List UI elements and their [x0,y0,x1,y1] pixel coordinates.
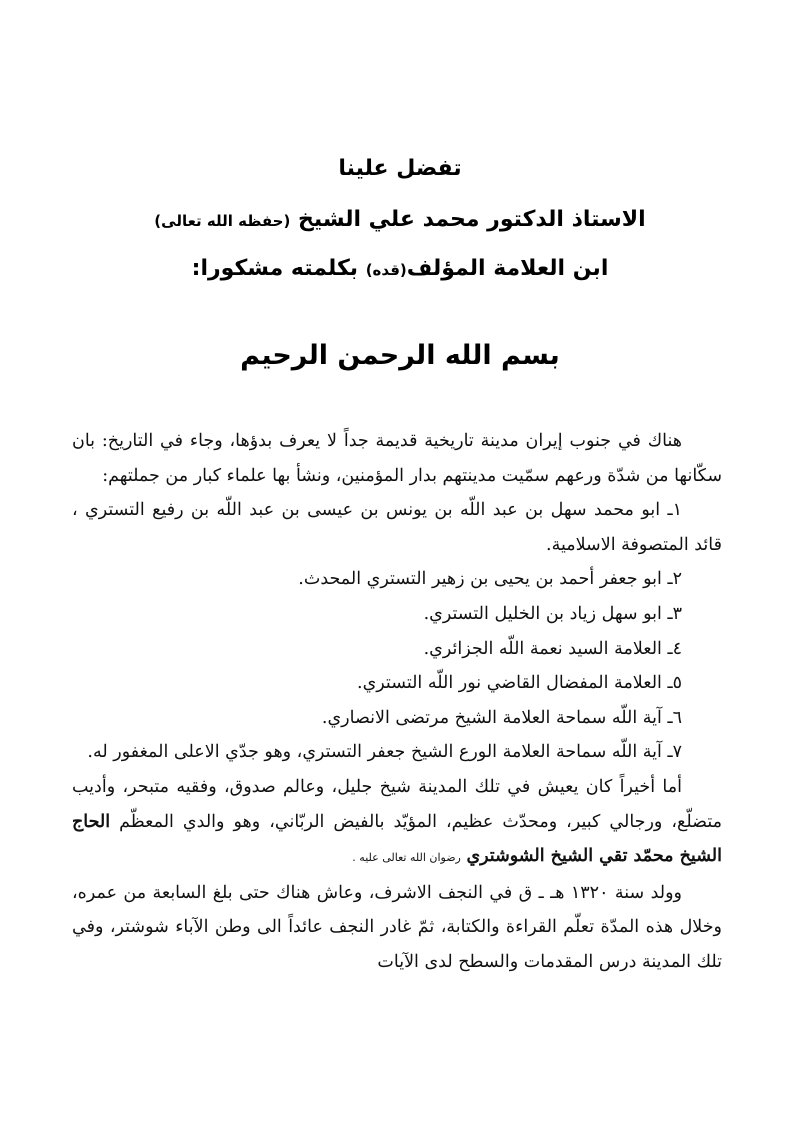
birth-paragraph: وولد سنة ١٣٢٠ هـ ـ ق في النجف الاشرف، وعاش هناك حتى بلغ السابعة من عمره، وخلال هذه المدّة تعلّم القراءة والكتابة، ثمّ غادر النجف عائداً الى وطن الآباء شوشتر، وفي تلك المدينة درس المقدمات والسطح لدى الآيات [72,882,722,972]
body-text [72,424,722,980]
father-name: الحاج الشيخ محمّد تقي الشيخ الشوشتري [72,811,722,867]
author-relation-heading [60,256,740,281]
scholar-item-6: ٦ـ آية اللّه سماحة العلامة الشيخ مرتضى الانصاري. [321,707,682,728]
intro-paragraph: هناك في جنوب إيران مدينة تاريخية قديمة جداً لا يعرف بدؤها، وجاء في التاريخ: بان سكّانها من شدّة ورعهم سمّيت مدينتهم بدار المؤمنين، ونشأ بها علماء كبار من جملتهم: [72,431,722,486]
scholar-item-5: ٥ـ العلامة المفضال القاضي نور اللّه التستري. [357,673,682,694]
father-description: أما أخيراً كان يعيش في تلك المدينة شيخ جليل، وعالم صدوق، وفقيه متبحر، وأديب متضلّع، ورجالي كبير، ومحدّث عظيم، المؤيّد بالفيض الربّاني، وهو والدي المعظّم [72,776,722,832]
dedication-line-1: تفضل علينا [338,156,462,181]
father-blessing: رضوان الله تعالى عليه . [352,851,461,865]
author-relation-thanks: بكلمته مشكورا: [191,256,359,281]
basmala: بسم الله الرحمن الرحيم [240,340,560,371]
author-relation-honorific: (قده) [365,261,407,279]
author-relation: ابن العلامة المؤلف [406,256,609,281]
scholar-item-4: ٤ـ العلامة السيد نعمة اللّه الجزائري. [423,638,682,659]
father-paragraph [72,770,722,876]
author-name: الاستاذ الدكتور محمد علي الشيخ [297,207,646,232]
scholar-item-3: ٣ـ ابو سهل زياد بن الخليل التستري. [423,603,682,624]
scholar-item-1: ١ـ ابو محمد سهل بن عبد اللّه بن يونس بن عيسى بن عبد اللّه بن رفيع التستري ، قائد المتصوفة الاسلامية. [72,500,722,555]
author-honorific: (حفظه الله تعالى) [154,212,291,230]
author-name-heading [60,207,740,232]
scholar-item-7: ٧ـ آية اللّه سماحة العلامة الورع الشيخ جعفر التستري، وهو جدّي الاعلى المغفور له. [87,742,682,763]
scholar-item-2: ٢ـ ابو جعفر أحمد بن يحيى بن زهير التستري المحدث. [298,569,682,590]
dedication-heading [60,156,740,181]
